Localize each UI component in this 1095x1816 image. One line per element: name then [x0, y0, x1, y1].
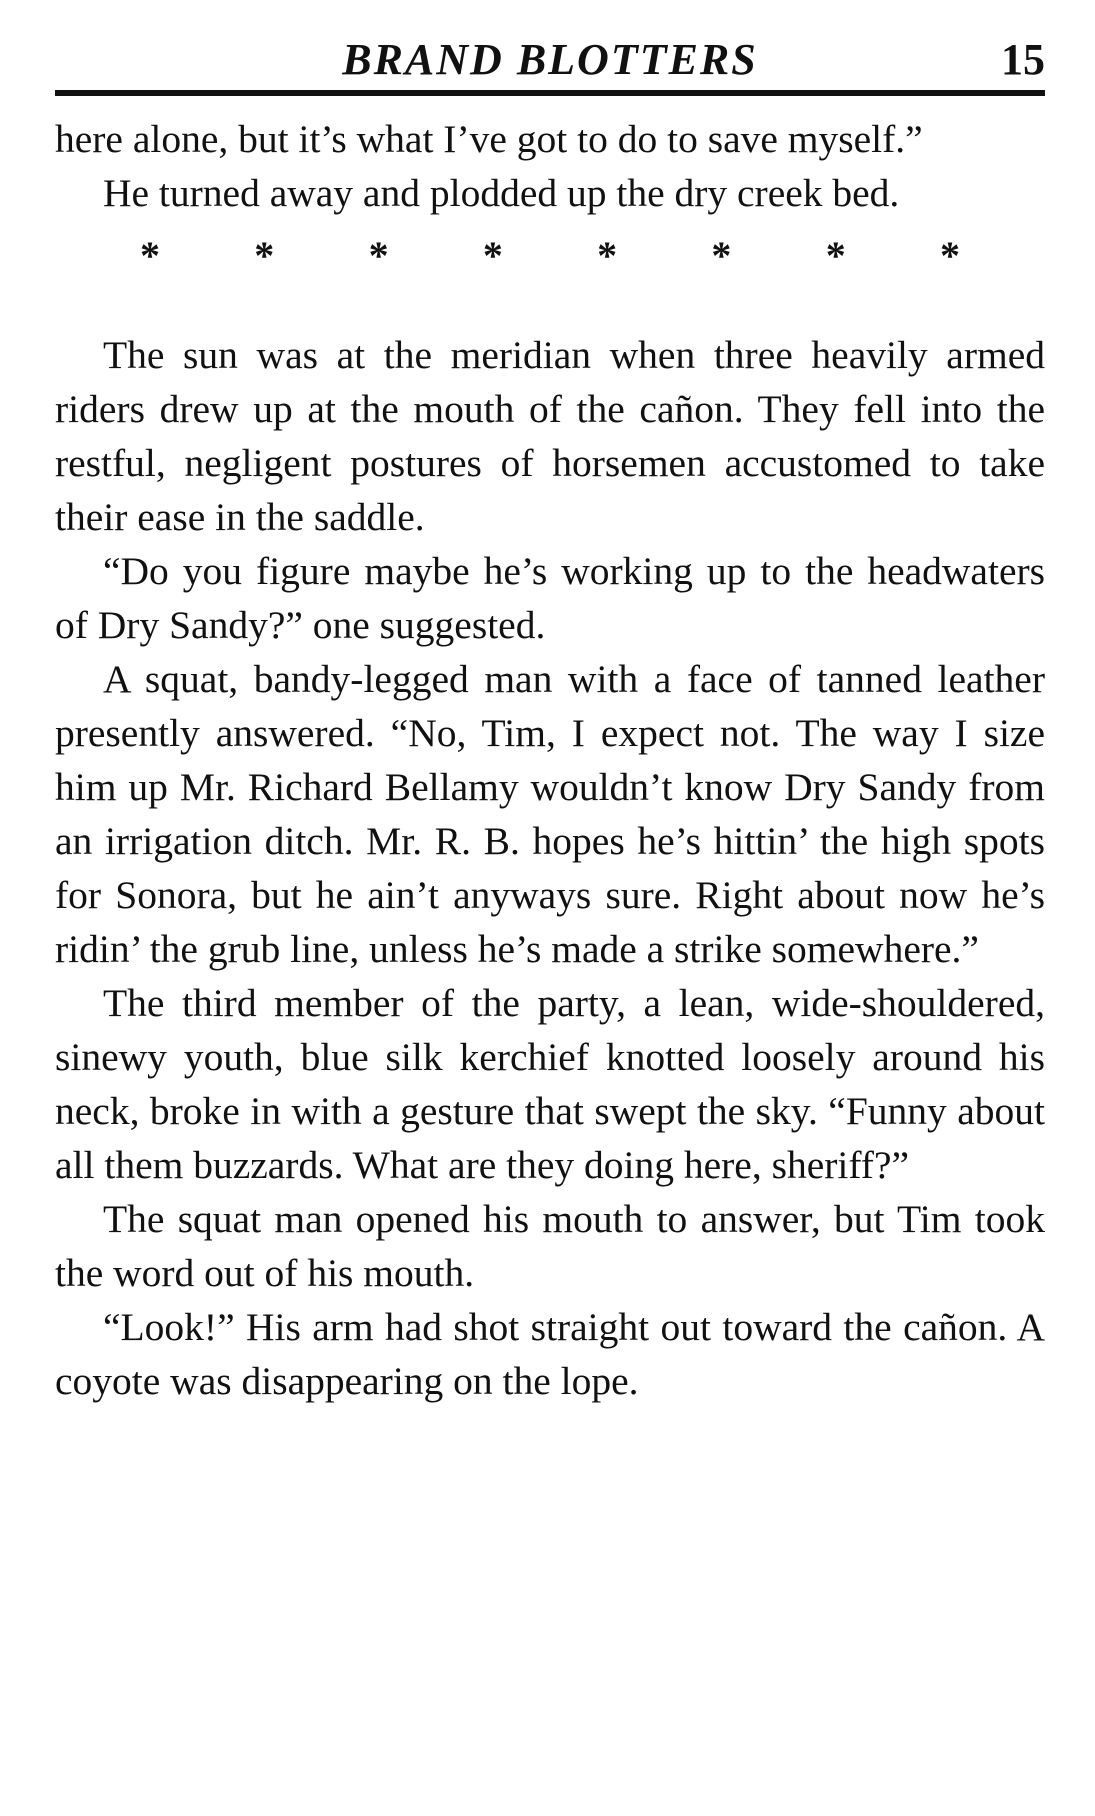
- running-title: BRAND BLOTTERS: [342, 35, 758, 84]
- asterisk: *: [368, 233, 389, 278]
- body-text: [55, 112, 1045, 1408]
- paragraph: here alone, but it’s what I’ve got to do to save myself.”: [55, 117, 923, 161]
- running-header: [55, 26, 1045, 96]
- asterisk: *: [825, 233, 846, 278]
- asterisk: *: [939, 233, 960, 278]
- section-break: [55, 220, 1045, 328]
- paragraph: A squat, bandy-legged man with a face of tanned leather presently answered. “No, Tim, I expect not. The way I size him up Mr. Richard Bellamy wouldn’t know Dry Sandy from an irrigation ditch. Mr. R. B. hopes he’s hittin’ the high spots for Sonora, but he ain’t anyways sure. Right about now he’s ridin’ the grub line, unless he’s made a strike somewhere.”: [55, 657, 1045, 971]
- asterisk: *: [711, 233, 732, 278]
- paragraph: The third member of the party, a lean, wide-shouldered, sinewy youth, blue silk kerchief knotted loosely around his neck, broke in with a gesture that swept the sky. “Funny about all them buzzards. What are they doing here, sheriff?”: [55, 981, 1045, 1187]
- header-rule: [55, 90, 1045, 96]
- paragraph: “Do you figure maybe he’s working up to the headwaters of Dry Sandy?” one suggested.: [55, 549, 1045, 647]
- asterisk: *: [140, 233, 160, 278]
- paragraph: The squat man opened his mouth to answer, but Tim took the word out of his mouth.: [55, 1197, 1045, 1295]
- asterisk: *: [254, 233, 275, 278]
- page-number: 15: [1001, 35, 1045, 84]
- paragraph: He turned away and plodded up the dry creek bed.: [103, 171, 900, 215]
- asterisk: *: [597, 233, 618, 278]
- paragraph: “Look!” His arm had shot straight out toward the cañon. A coyote was disappearing on the lope.: [55, 1305, 1045, 1403]
- paragraph: The sun was at the meridian when three heavily armed riders drew up at the mouth of the cañon. They fell into the restful, negligent postures of horsemen accustomed to take their ease in the saddle.: [55, 333, 1045, 539]
- asterisk: *: [482, 233, 503, 278]
